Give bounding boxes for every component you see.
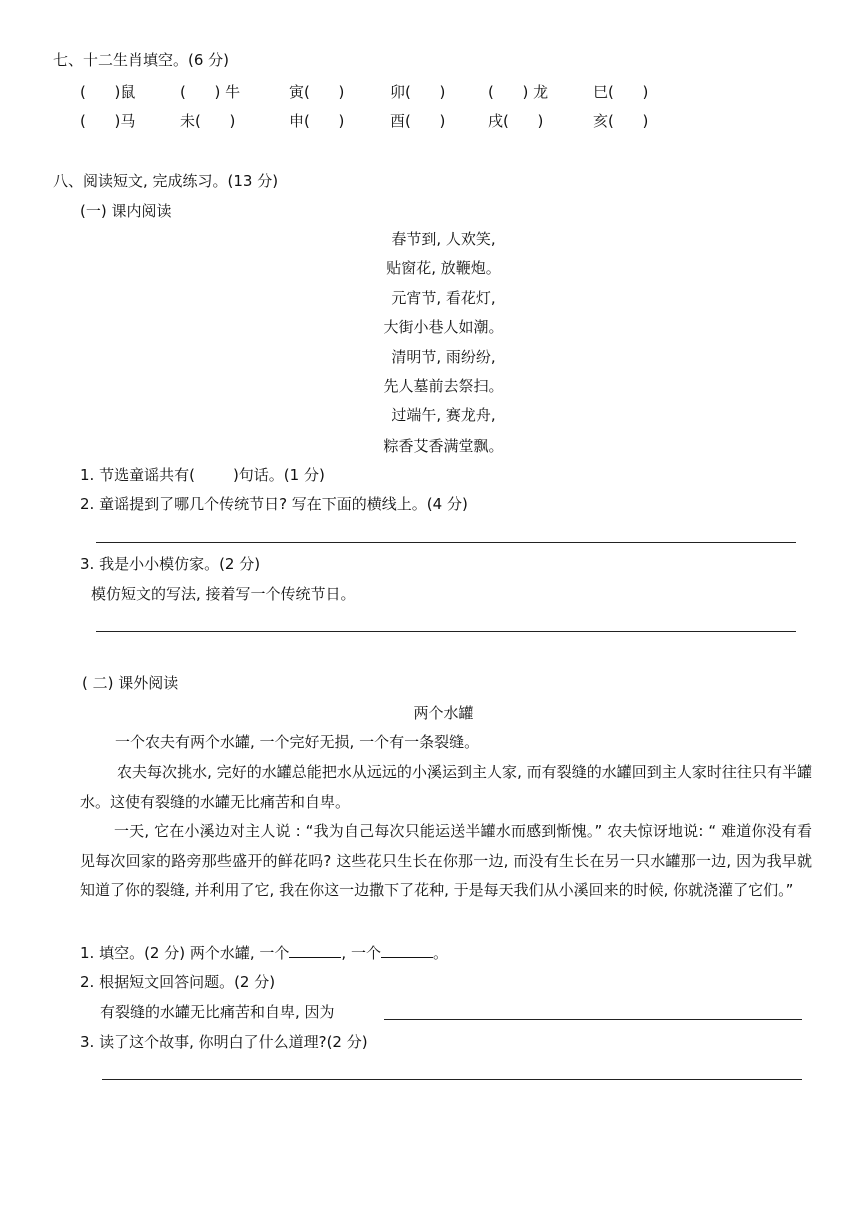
p2-q1-text-middle: , 一个 bbox=[341, 944, 381, 962]
answer-line-p2-q3[interactable] bbox=[102, 1079, 802, 1080]
q1-text-before: 1. 节选童谣共有( bbox=[80, 466, 195, 484]
zodiac-blank-horse: ( )马 bbox=[80, 112, 136, 130]
zodiac-blank-xu: 戌( ) bbox=[488, 112, 544, 130]
part1-q3-instruction: 模仿短文的写法, 接着写一个传统节日。 bbox=[91, 585, 356, 603]
poem-line: 过端午, 赛龙舟, bbox=[391, 406, 496, 424]
zodiac-blank-si: 巳( ) bbox=[593, 83, 649, 101]
q1-text-after: )句话。(1 分) bbox=[232, 466, 325, 484]
poem-line: 大街小巷人如潮。 bbox=[383, 318, 504, 336]
story-paragraph-2: 农夫每次挑水, 完好的水罐总能把水从远远的小溪运到主人家, 而有裂缝的水罐回到主人家时往往只有半罐水。这使有裂缝的水罐无比痛苦和自卑。 bbox=[80, 763, 812, 811]
part1-question-1 bbox=[80, 465, 325, 485]
part1-heading: (一) 课内阅读 bbox=[80, 202, 172, 220]
story-paragraph-1: 一个农夫有两个水罐, 一个完好无损, 一个有一条裂缝。 bbox=[115, 733, 480, 751]
zodiac-blank-you: 酉( ) bbox=[390, 112, 446, 130]
part2-question-3: 3. 读了这个故事, 你明白了什么道理?(2 分) bbox=[80, 1033, 368, 1051]
answer-line-p2-q2[interactable] bbox=[384, 1019, 802, 1020]
zodiac-blank-mao: 卯( ) bbox=[390, 83, 446, 101]
part2-heading: ( 二) 课外阅读 bbox=[82, 674, 179, 692]
part1-question-2: 2. 童谣提到了哪几个传统节日? 写在下面的横线上。(4 分) bbox=[80, 495, 468, 513]
answer-line-q2[interactable] bbox=[96, 542, 796, 543]
poem-line: 春节到, 人欢笑, bbox=[391, 230, 496, 248]
story-title: 两个水罐 bbox=[413, 704, 474, 722]
zodiac-blank-hai: 亥( ) bbox=[593, 112, 649, 130]
p2-q1-blank-1[interactable] bbox=[289, 943, 341, 958]
zodiac-blank-dragon: ( ) 龙 bbox=[488, 83, 549, 101]
part2-question-2: 2. 根据短文回答问题。(2 分) bbox=[80, 973, 276, 991]
poem-line: 清明节, 雨纷纷, bbox=[391, 348, 496, 366]
section8-title: 八、阅读短文, 完成练习。(13 分) bbox=[53, 172, 279, 190]
part2-q2-prompt: 有裂缝的水罐无比痛苦和自卑, 因为 bbox=[100, 1003, 335, 1021]
zodiac-blank-ox: ( ) 牛 bbox=[180, 83, 241, 101]
poem-line: 贴窗花, 放鞭炮。 bbox=[386, 259, 501, 277]
poem-line: 先人墓前去祭扫。 bbox=[383, 377, 504, 395]
part1-question-3: 3. 我是小小模仿家。(2 分) bbox=[80, 555, 261, 573]
zodiac-blank-rat: ( )鼠 bbox=[80, 83, 136, 101]
zodiac-blank-yin: 寅( ) bbox=[289, 83, 345, 101]
p2-q1-text-before: 1. 填空。(2 分) 两个水罐, 一个 bbox=[80, 944, 290, 962]
zodiac-blank-wei: 未( ) bbox=[180, 112, 236, 130]
answer-line-q3[interactable] bbox=[96, 631, 796, 632]
story-paragraph-3: 一天, 它在小溪边对主人说 : “我为自己每次只能运送半罐水而感到惭愧。” 农夫惊讶地说: “ 难道你没有看见每次回家的路旁那些盛开的鲜花吗? 这些花只生长在你那一边, 而没有生长在另一只水罐那一边, 因为我早就知道了你的裂缝, 并利用了它, 我在你这一边撒下了花种, 于是每天我们从小溪回来的时候, 你就浇灌了它们。” bbox=[80, 822, 812, 899]
p2-q1-blank-2[interactable] bbox=[381, 943, 433, 958]
p2-q1-text-after: 。 bbox=[432, 944, 448, 962]
poem-line: 元宵节, 看花灯, bbox=[391, 289, 496, 307]
section7-title: 七、十二生肖填空。(6 分) bbox=[53, 51, 230, 69]
poem-line: 粽香艾香满堂飘。 bbox=[383, 437, 504, 455]
zodiac-blank-shen: 申( ) bbox=[289, 112, 345, 130]
part2-question-1 bbox=[80, 943, 448, 963]
